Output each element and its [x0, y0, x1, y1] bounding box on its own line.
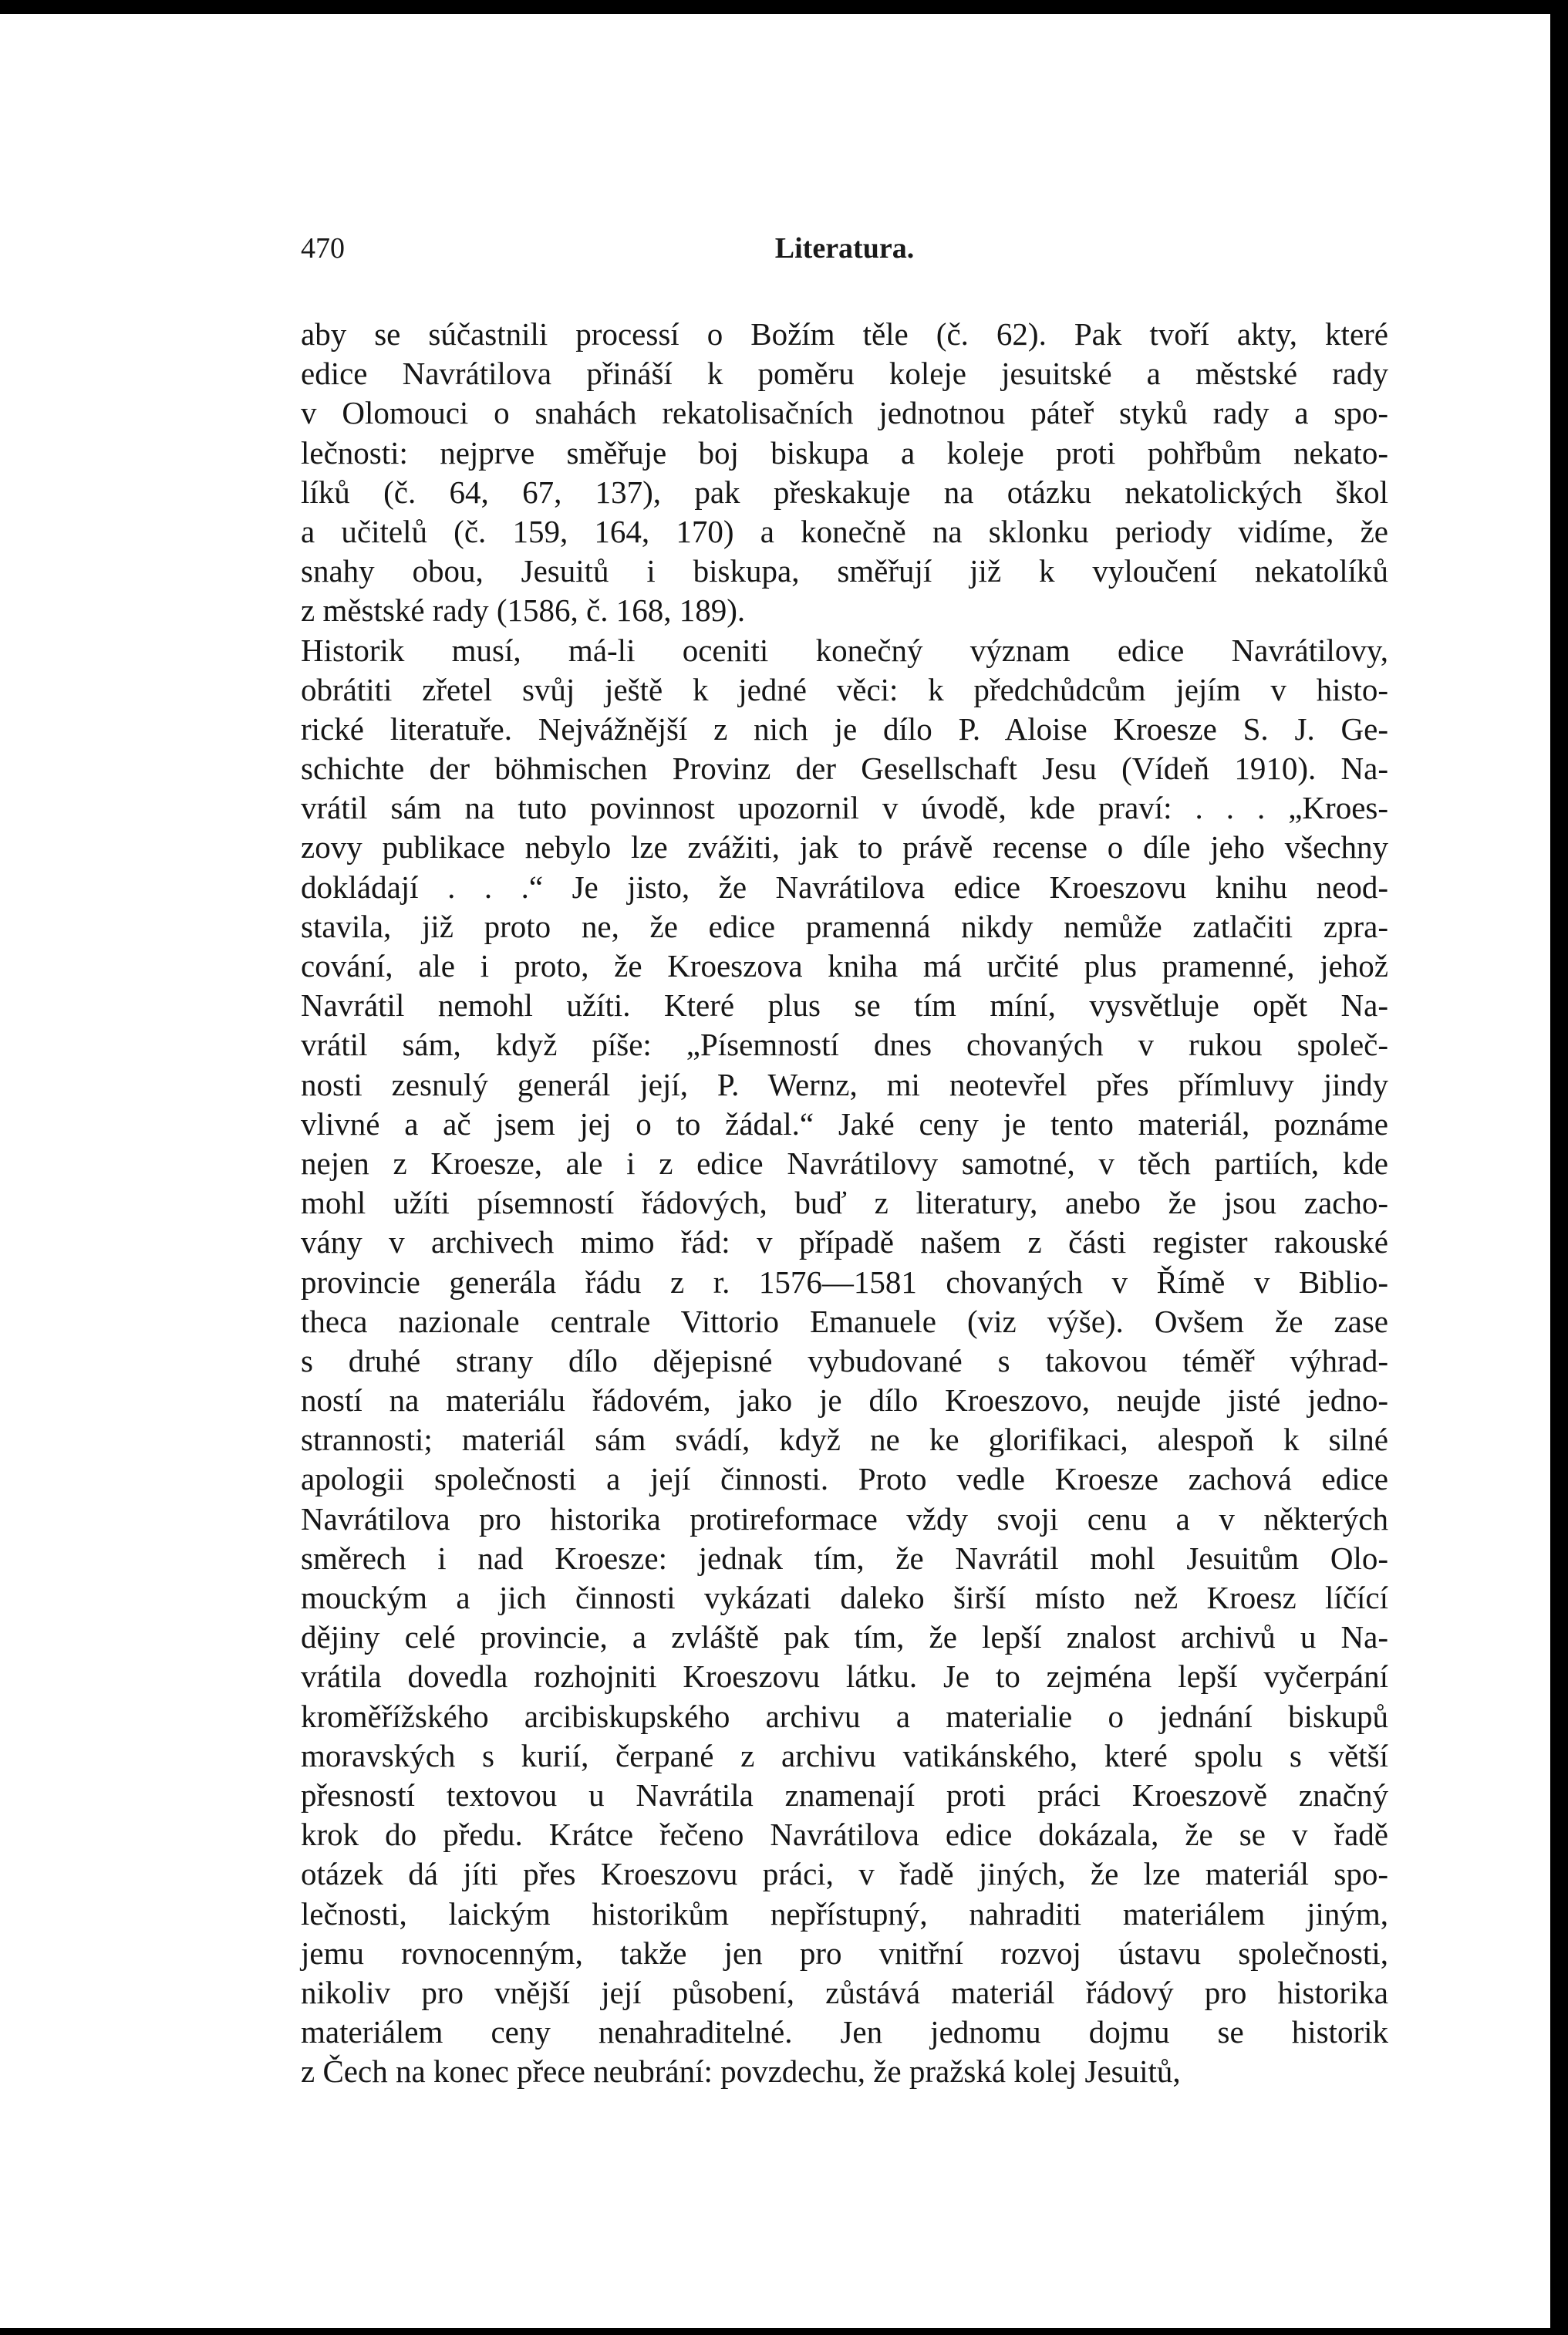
running-title: Literatura.: [774, 232, 915, 265]
text-line: mohl užíti písemností řádových, buď z literatury, anebo že jsou zacho-: [301, 1185, 1388, 1221]
text-line: s druhé strany dílo dějepisné vybudované s takovou téměř výhrad-: [301, 1342, 1388, 1378]
text-line: schichte der böhmischen Provinz der Gesellschaft Jesu (Vídeň 1910). Na-: [301, 751, 1388, 787]
text-line: nejen z Kroesze, ale i z edice Navrátilovy samotné, v těch partiích, kde: [301, 1145, 1388, 1181]
text-line: vrátila dovedla rozhojniti Kroeszovu látku. Je to zejména lepší vyčerpání: [301, 1658, 1388, 1695]
text-line: strannosti; materiál sám svádí, když ne ke glorifikaci, alespoň k silné: [301, 1422, 1388, 1458]
text-line: cování, ale i proto, že Kroeszova kniha má určité plus pramenné, jehož: [301, 948, 1388, 984]
text-line: jemu rovnocenným, takže jen pro vnitřní rozvoj ústavu společnosti,: [301, 1935, 1388, 1971]
text-line: přesností textovou u Navrátila znamenají proti práci Kroeszově značný: [301, 1777, 1388, 1813]
paragraph: [301, 315, 1388, 631]
text-line: rické literatuře. Nejvážnější z nich je dílo P. Aloise Kroesze S. J. Ge-: [301, 710, 1388, 747]
body-text: [301, 315, 1388, 2091]
text-line: Navrátil nemohl užíti. Které plus se tím míní, vysvětluje opět Na-: [301, 987, 1388, 1024]
text-line: a učitelů (č. 159, 164, 170) a konečně na sklonku periody vidíme, že: [301, 513, 1388, 549]
text-line: moravských s kurií, čerpané z archivu vatikánského, které spolu s větší: [301, 1737, 1388, 1773]
paragraph: [301, 631, 1388, 2092]
text-line: mouckým a jich činnosti vykázati daleko širší místo než Kroesz líčící: [301, 1580, 1388, 1615]
page-header: [301, 231, 1388, 278]
text-line: Historik musí, má-li oceniti konečný význam edice Navrátilovy,: [301, 632, 1388, 668]
scan-edge: [1550, 0, 1568, 2335]
text-line: otázek dá jíti přes Kroeszovu práci, v řadě jiných, že lze materiál spo-: [301, 1856, 1388, 1892]
text-line: z městské rady (1586, č. 168, 189).: [301, 592, 746, 629]
text-line: apologii společnosti a její činnosti. Proto vedle Kroesze zachová edice: [301, 1461, 1388, 1497]
page-number: 470: [301, 232, 345, 265]
text-line: líků (č. 64, 67, 137), pak přeskakuje na otázku nekatolických škol: [301, 474, 1388, 510]
text-line: vrátil sám na tuto povinnost upozornil v úvodě, kde praví: . . . „Kroes-: [301, 790, 1388, 826]
text-line: obrátiti zřetel svůj ještě k jedné věci: k předchůdcům jejím v histo-: [301, 671, 1388, 707]
text-line: lečnosti: nejprve směřuje boj biskupa a koleje proti pohřbům nekato-: [301, 434, 1388, 471]
text-line: nosti zesnulý generál její, P. Wernz, mi neotevřel přes přímluvy jindy: [301, 1066, 1388, 1102]
text-line: kroměřížského arcibiskupského archivu a materialie o jednání biskupů: [301, 1698, 1388, 1734]
text-line: vány v archivech mimo řád: v případě našem z části register rakouské: [301, 1224, 1388, 1260]
text-line: Navrátilova pro historika protireformace vždy svoji cenu a v některých: [301, 1500, 1388, 1537]
text-line: dokládají . . .“ Je jisto, že Navrátilova edice Kroeszovu knihu neod-: [301, 869, 1388, 905]
text-line: aby se súčastnili processí o Božím těle (č. 62). Pak tvoří akty, které: [301, 316, 1388, 352]
text-line: materiálem ceny nenahraditelné. Jen jednomu dojmu se historik: [301, 2014, 1388, 2050]
text-line: snahy obou, Jesuitů i biskupa, směřují již k vyloučení nekatolíků: [301, 553, 1388, 589]
text-line: zovy publikace nebylo lze zvážiti, jak to právě recense o díle jeho všechny: [301, 829, 1388, 866]
text-line: v Olomouci o snahách rekatolisačních jednotnou páteř styků rady a spo-: [301, 395, 1388, 431]
text-line: vlivné a ač jsem jej o to žádal.“ Jaké ceny je tento materiál, poznáme: [301, 1105, 1388, 1142]
text-line: z Čech na konec přece neubrání: povzdechu, že pražská kolej Jesuitů,: [301, 2053, 1181, 2090]
text-line: nikoliv pro vnější její působení, zůstává materiál řádový pro historika: [301, 1974, 1388, 2010]
text-line: lečnosti, laickým historikům nepřístupný, nahraditi materiálem jiným,: [301, 1895, 1388, 1932]
text-line: edice Navrátilova přináší k poměru koleje jesuitské a městské rady: [301, 356, 1388, 392]
text-line: stavila, již proto ne, že edice pramenná nikdy nemůže zatlačiti zpra-: [301, 908, 1388, 944]
text-line: ností na materiálu řádovém, jako je dílo Kroeszovo, neujde jisté jedno-: [301, 1382, 1388, 1419]
text-line: krok do předu. Krátce řečeno Navrátilova edice dokázala, že se v řadě: [301, 1817, 1388, 1853]
text-line: vrátil sám, když píše: „Písemností dnes chovaných v rukou společ-: [301, 1027, 1388, 1063]
text-line: dějiny celé provincie, a zvláště pak tím, že lepší znalost archivů u Na-: [301, 1619, 1388, 1655]
text-line: provincie generála řádu z r. 1576—1581 chovaných v Římě v Biblio-: [301, 1264, 1388, 1300]
text-line: směrech i nad Kroesze: jednak tím, že Navrátil mohl Jesuitům Olo-: [301, 1540, 1388, 1576]
text-line: theca nazionale centrale Vittorio Emanuele (viz výše). Ovšem že zase: [301, 1303, 1388, 1339]
